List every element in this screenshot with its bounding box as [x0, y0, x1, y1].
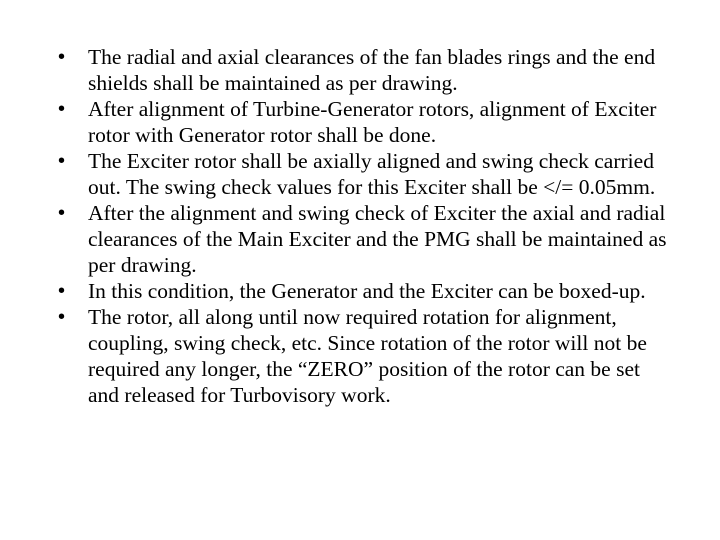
bullet-marker: • — [58, 280, 66, 302]
list-item — [58, 148, 668, 200]
bullet-text: The rotor, all along until now required rotation for alignment, coupling, swing check, etc. Since rotation of the rotor will not be required any longer, the “ZERO” position of the rotor can be set and released for Turbovisory work. — [88, 305, 647, 407]
bullet-text: In this condition, the Generator and the Exciter can be boxed-up. — [88, 279, 646, 303]
bullet-text: The Exciter rotor shall be axially aligned and swing check carried out. The swing check values for this Exciter shall be </= 0.05mm. — [88, 149, 656, 199]
bullet-marker: • — [58, 98, 66, 120]
list-item — [58, 304, 668, 408]
bullet-text: After the alignment and swing check of Exciter the axial and radial clearances of the Main Exciter and the PMG shall be maintained as per drawing. — [88, 201, 667, 277]
bullet-marker: • — [58, 202, 66, 224]
bullet-list — [58, 44, 668, 408]
list-item — [58, 278, 668, 304]
list-item — [58, 200, 668, 278]
bullet-text: After alignment of Turbine-Generator rotors, alignment of Exciter rotor with Generator rotor shall be done. — [88, 97, 657, 147]
bullet-marker: • — [58, 46, 66, 68]
list-item — [58, 44, 668, 96]
bullet-marker: • — [58, 150, 66, 172]
bullet-marker: • — [58, 306, 66, 328]
bullet-text: The radial and axial clearances of the fan blades rings and the end shields shall be maintained as per drawing. — [88, 45, 656, 95]
list-item — [58, 96, 668, 148]
